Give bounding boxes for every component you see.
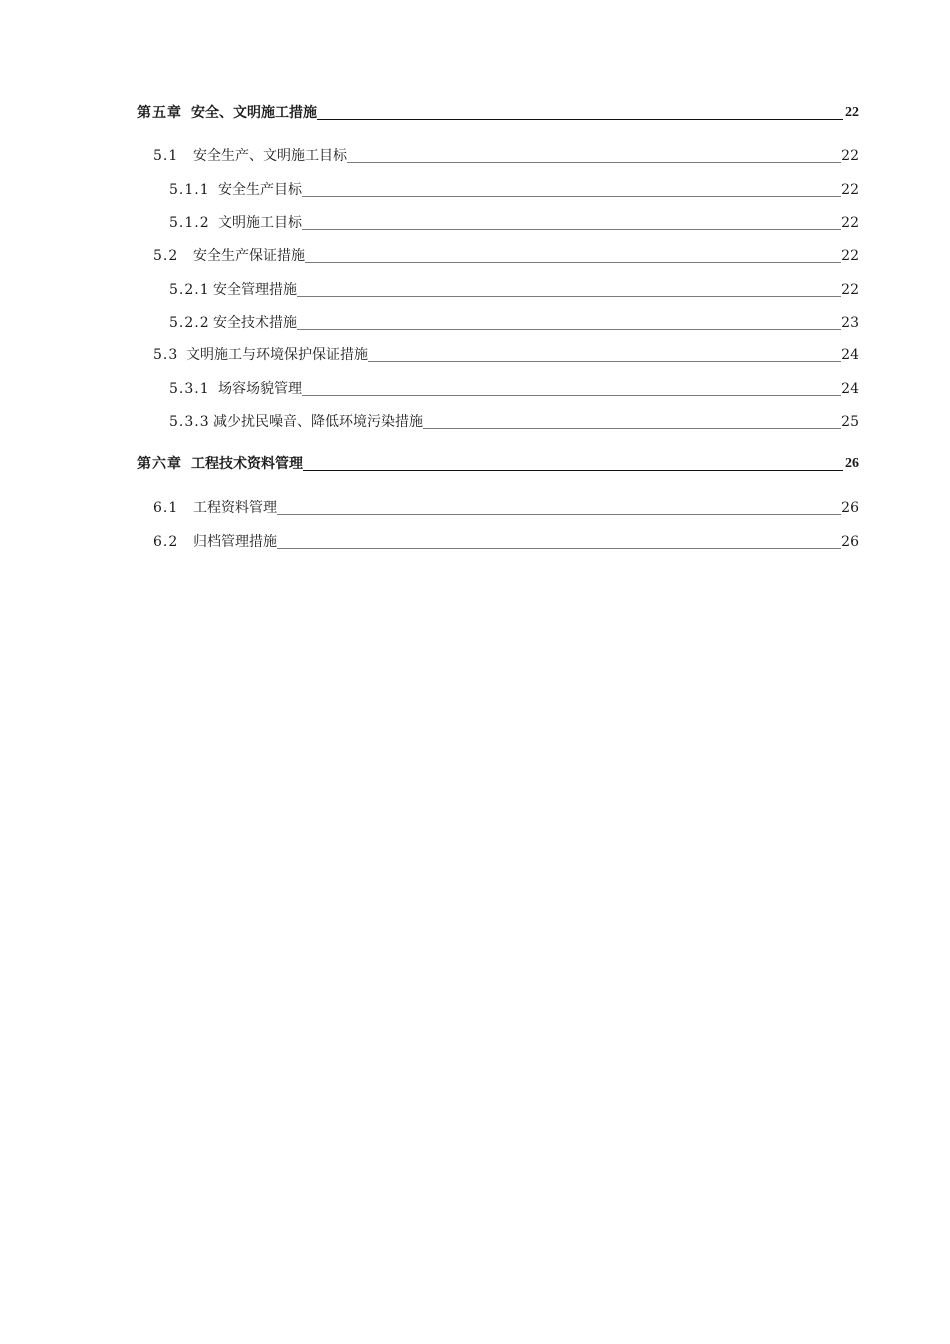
toc-page-number: 22 (841, 215, 859, 231)
toc-chapter-6[interactable] (137, 453, 859, 473)
toc-page-number: 26 (845, 456, 859, 471)
toc-leader-line (305, 261, 841, 263)
toc-page-number: 25 (841, 414, 859, 430)
toc-leader-line (277, 547, 841, 549)
toc-entry-number: 5.2.2 (169, 315, 210, 331)
toc-entry-5-2-2[interactable] (169, 312, 859, 332)
toc-entry-title: 工程技术资料管理 (191, 456, 303, 472)
toc-page-number: 22 (841, 182, 859, 198)
toc-entry-number: 6.2 (153, 534, 179, 550)
toc-entry-number: 5.3.3 (169, 414, 210, 430)
toc-page-number: 22 (841, 148, 859, 164)
toc-entry-6-2[interactable] (153, 531, 859, 551)
toc-leader-line (368, 360, 841, 362)
toc-entry-title: 安全管理措施 (213, 282, 297, 298)
toc-entry-5-1[interactable] (153, 145, 859, 165)
toc-leader-line (423, 427, 841, 429)
toc-leader-line (302, 394, 841, 396)
toc-page-number: 24 (841, 347, 859, 363)
toc-page-number: 22 (841, 248, 859, 264)
toc-page-number: 24 (841, 381, 859, 397)
toc-entry-title: 安全生产、文明施工目标 (193, 148, 347, 164)
toc-entry-number: 5.1.2 (169, 215, 210, 231)
toc-leader-line (303, 469, 843, 471)
toc-page-number: 23 (841, 315, 859, 331)
toc-entry-number: 第六章 (137, 456, 182, 472)
toc-entry-5-3-1[interactable] (169, 378, 859, 398)
toc-page-number: 26 (841, 500, 859, 516)
toc-entry-title: 安全生产保证措施 (193, 248, 305, 264)
toc-chapter-5[interactable] (137, 102, 859, 122)
toc-entry-title: 归档管理措施 (193, 534, 277, 550)
toc-entry-number: 5.1 (153, 148, 179, 164)
toc-page-number: 22 (845, 105, 859, 120)
toc-entry-6-1[interactable] (153, 497, 859, 517)
toc-entry-number: 6.1 (153, 500, 179, 516)
toc-entry-title: 安全生产目标 (218, 182, 302, 198)
toc-entry-number: 5.3.1 (169, 381, 210, 397)
toc-entry-number: 5.2.1 (169, 282, 210, 298)
toc-entry-title: 文明施工与环境保护保证措施 (186, 347, 368, 363)
toc-entry-5-3-3[interactable] (169, 411, 859, 431)
toc-entry-5-2-1[interactable] (169, 279, 859, 299)
toc-entry-5-1-2[interactable] (169, 212, 859, 232)
toc-entry-title: 场容场貌管理 (218, 381, 302, 397)
toc-leader-line (297, 295, 841, 297)
toc-entry-number: 5.1.1 (169, 182, 210, 198)
toc-entry-title: 工程资料管理 (193, 500, 277, 516)
toc-entry-number: 第五章 (137, 105, 182, 121)
toc-entry-title: 减少扰民噪音、降低环境污染措施 (213, 414, 423, 430)
toc-page-number: 22 (841, 282, 859, 298)
toc-entry-title: 文明施工目标 (218, 215, 302, 231)
toc-entry-number: 5.3 (153, 347, 179, 363)
toc-entry-title: 安全、文明施工措施 (191, 105, 317, 121)
toc-entry-5-3[interactable] (153, 344, 859, 364)
toc-leader-line (302, 195, 841, 197)
toc-leader-line (277, 513, 841, 515)
toc-leader-line (317, 118, 843, 120)
toc-entry-title: 安全技术措施 (213, 315, 297, 331)
toc-entry-number: 5.2 (153, 248, 179, 264)
toc-entry-5-2[interactable] (153, 245, 859, 265)
toc-leader-line (297, 328, 841, 330)
toc-entry-5-1-1[interactable] (169, 179, 859, 199)
toc-leader-line (347, 161, 841, 163)
toc-page-number: 26 (841, 534, 859, 550)
toc-leader-line (302, 228, 841, 230)
